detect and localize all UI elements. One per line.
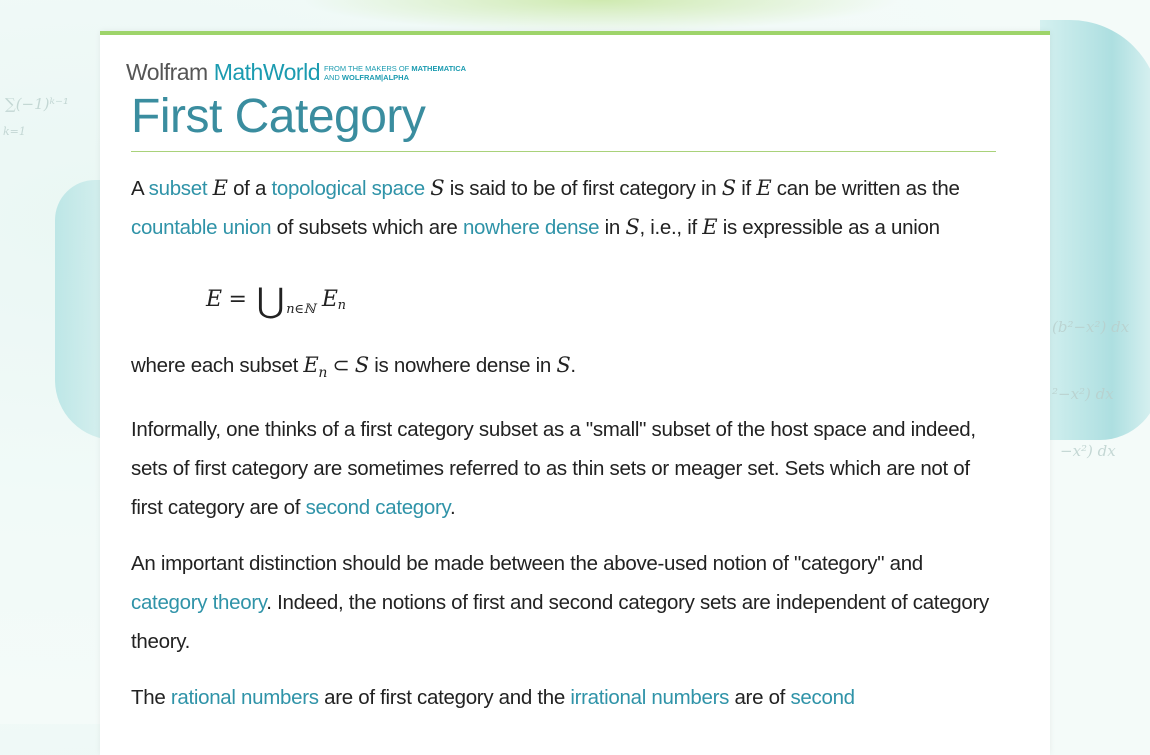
eq-rhs-sub: n xyxy=(337,297,346,313)
text: . xyxy=(570,354,576,377)
mathworld-logo[interactable] xyxy=(126,59,466,86)
math-E: E xyxy=(702,215,718,239)
math-S: S xyxy=(556,353,571,377)
text: of subsets which are xyxy=(271,216,463,239)
link-rational-numbers[interactable]: rational numbers xyxy=(170,686,319,710)
tagline-1: FROM THE MAKERS OF xyxy=(323,63,412,73)
math-E: E xyxy=(303,353,319,377)
eq-lhs: E xyxy=(206,286,222,312)
paragraph-rationals xyxy=(131,678,1001,717)
link-countable-union[interactable]: countable union xyxy=(131,216,272,239)
paragraph-definition xyxy=(131,169,1001,247)
math-S: S xyxy=(430,176,445,200)
tagline-wolframalpha: WOLFRAM|ALPHA xyxy=(341,72,409,82)
eq-sign: = xyxy=(228,286,247,312)
math-S: S xyxy=(721,176,736,200)
math-subset: ⊂ xyxy=(327,354,355,377)
logo-wolfram: Wolfram xyxy=(126,59,208,85)
header-glow xyxy=(300,0,900,32)
logo-tagline xyxy=(324,64,466,82)
text: is said to be of first category in xyxy=(444,177,722,200)
link-nowhere-dense[interactable]: nowhere dense xyxy=(462,216,600,239)
text: are of first category and the xyxy=(318,686,571,710)
article-body xyxy=(131,169,1001,734)
link-second-category[interactable]: second xyxy=(790,686,855,710)
decorative-formula: (b²−x²) dx xyxy=(1052,318,1130,336)
math-sub-n: n xyxy=(318,365,328,382)
paragraph-informally xyxy=(131,410,1001,527)
text: is nowhere dense in xyxy=(368,354,557,377)
link-irrational-numbers[interactable]: irrational numbers xyxy=(570,686,730,710)
union-symbol: ⋃ xyxy=(256,280,285,321)
paragraph-where xyxy=(131,346,1001,393)
decorative-formula: −x²) dx xyxy=(1060,442,1116,460)
text: where each subset xyxy=(131,354,304,377)
text: can be written as the xyxy=(771,177,960,200)
text: is expressible as a union xyxy=(717,216,940,239)
decorative-surface-right xyxy=(1040,20,1150,440)
text: The xyxy=(131,686,171,710)
math-E: E xyxy=(756,176,772,200)
text: in xyxy=(599,216,626,239)
math-S: S xyxy=(354,353,369,377)
link-second-category[interactable]: second category xyxy=(305,496,450,520)
text: , i.e., if xyxy=(639,216,703,239)
eq-index: n∈ℕ xyxy=(286,301,316,317)
paragraph-distinction xyxy=(131,544,1001,661)
decorative-formula: ∑(−1)ᵏ⁻¹ xyxy=(5,95,69,113)
math-S: S xyxy=(625,215,640,239)
text: of a xyxy=(227,177,272,200)
link-category-theory[interactable]: category theory xyxy=(131,591,267,615)
link-topological-space[interactable]: topological space xyxy=(271,177,425,200)
tagline-2: AND xyxy=(323,72,342,82)
page-title: First Category xyxy=(131,90,426,143)
math-E: E xyxy=(212,176,228,200)
decorative-formula: ²−x²) dx xyxy=(1052,385,1114,403)
text: An important distinction should be made between the above-used notion of "category" and xyxy=(131,552,923,576)
eq-rhs: E xyxy=(321,286,338,312)
text: . xyxy=(449,496,456,520)
logo-mathworld: MathWorld xyxy=(213,59,320,85)
text: . Indeed, the notions of first and second category sets are independent of category theory. xyxy=(131,591,989,654)
tagline-mathematica: MATHEMATICA xyxy=(411,63,467,73)
link-subset[interactable]: subset xyxy=(148,177,208,200)
text: are of xyxy=(729,686,791,710)
equation-union xyxy=(206,264,1001,334)
decorative-formula: k=1 xyxy=(3,125,26,138)
text: Informally, one thinks of a first category subset as a "small" subset of the host space and indeed, sets of first category are sometimes referred to as thin sets or meager set. Sets which are not of first category are of xyxy=(131,418,976,520)
text: if xyxy=(735,177,757,200)
article-card xyxy=(100,31,1050,755)
text: A xyxy=(131,177,149,200)
title-divider xyxy=(131,151,996,152)
